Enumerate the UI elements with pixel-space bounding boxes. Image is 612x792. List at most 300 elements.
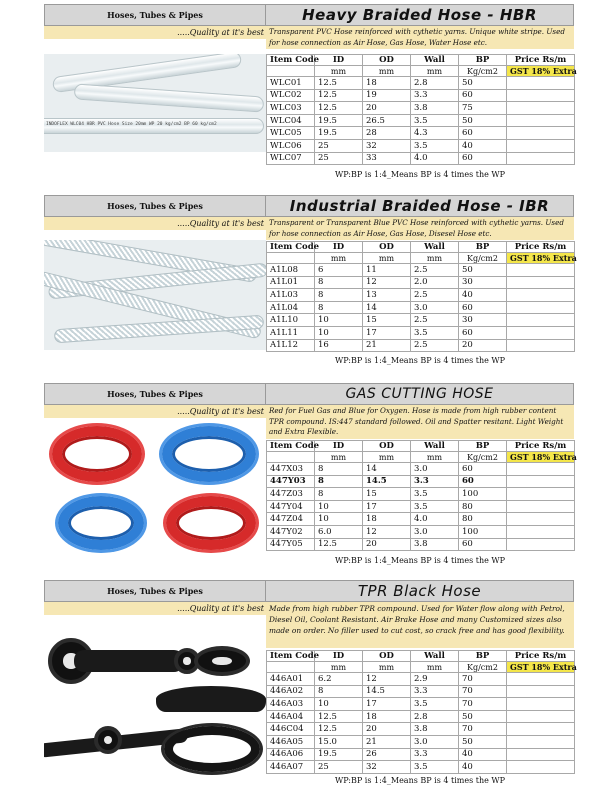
cell-code: WLC07 xyxy=(267,152,315,165)
category-label: Hoses, Tubes & Pipes xyxy=(44,383,266,405)
cell-od: 33 xyxy=(363,152,411,165)
red-coil-hose-illustration xyxy=(166,496,256,550)
table-row xyxy=(267,685,575,698)
table-row xyxy=(267,500,575,513)
cell-od: 11 xyxy=(363,264,411,277)
wp-bp-note: WP:BP is 1:4_Means BP is 4 times the WP xyxy=(334,776,506,785)
cell-code: A1L10 xyxy=(267,314,315,327)
header-id: ID xyxy=(315,242,363,253)
cell-code: 447X03 xyxy=(267,463,315,476)
cell-id: 12.5 xyxy=(315,538,363,551)
unit-od: mm xyxy=(363,452,411,463)
spec-table xyxy=(266,440,575,551)
header-bp: BP xyxy=(459,55,507,66)
table-header-row xyxy=(267,651,575,662)
cell-price xyxy=(507,152,575,165)
cell-wall: 3.8 xyxy=(411,102,459,115)
unit-bp: Kg/cm2 xyxy=(459,66,507,77)
section-title: TPR Black Hose xyxy=(266,580,574,602)
unit-id: mm xyxy=(315,452,363,463)
cell-id: 6.0 xyxy=(315,525,363,538)
header-od: OD xyxy=(363,441,411,452)
cell-wall: 3.0 xyxy=(411,525,459,538)
table-row xyxy=(267,698,575,711)
cell-price xyxy=(507,89,575,102)
cell-bp: 50 xyxy=(459,735,507,748)
cell-id: 8 xyxy=(315,289,363,302)
cell-bp: 80 xyxy=(459,500,507,513)
header-bp: BP xyxy=(459,441,507,452)
product-photo-tpr-hose xyxy=(44,628,266,778)
cell-id: 8 xyxy=(315,475,363,488)
cell-bp: 70 xyxy=(459,698,507,711)
cell-code: 447Z04 xyxy=(267,513,315,526)
cell-id: 6.2 xyxy=(315,673,363,686)
table-row xyxy=(267,314,575,327)
table-units-row xyxy=(267,253,575,264)
cell-price xyxy=(507,748,575,761)
cell-bp: 30 xyxy=(459,276,507,289)
section-description: Transparent PVC Hose reinforced with cythetic yarns. Unique white stripe. Used for hose connection as Air Hose, Gas Hose, Water Hose etc. xyxy=(266,26,574,49)
section-header xyxy=(44,195,574,217)
header-od: OD xyxy=(363,651,411,662)
cell-wall: 2.5 xyxy=(411,314,459,327)
table-row xyxy=(267,673,575,686)
section-header xyxy=(44,383,574,405)
cell-bp: 100 xyxy=(459,525,507,538)
cell-code: 446A05 xyxy=(267,735,315,748)
cell-wall: 2.0 xyxy=(411,276,459,289)
cell-price xyxy=(507,339,575,352)
section-ibr xyxy=(44,195,577,367)
spec-table xyxy=(266,650,575,774)
cell-code: WLC04 xyxy=(267,114,315,127)
cell-bp: 70 xyxy=(459,685,507,698)
cell-od: 20 xyxy=(363,102,411,115)
header-price: Price Rs/m xyxy=(507,242,575,253)
header-od: OD xyxy=(363,242,411,253)
cell-bp: 60 xyxy=(459,538,507,551)
cell-id: 10 xyxy=(315,314,363,327)
section-hbr xyxy=(44,4,577,182)
unit-item-code xyxy=(267,452,315,463)
header-id: ID xyxy=(315,651,363,662)
cell-wall: 3.3 xyxy=(411,685,459,698)
table-row xyxy=(267,301,575,314)
cell-id: 12.5 xyxy=(315,77,363,90)
cell-bp: 70 xyxy=(459,673,507,686)
cell-wall: 2.8 xyxy=(411,77,459,90)
cell-price xyxy=(507,289,575,302)
cell-code: 446A01 xyxy=(267,673,315,686)
table-row xyxy=(267,538,575,551)
cell-od: 26 xyxy=(363,748,411,761)
cell-price xyxy=(507,77,575,90)
quality-tagline: .....Quality at it's best xyxy=(44,602,266,615)
cell-bp: 75 xyxy=(459,102,507,115)
cell-price xyxy=(507,500,575,513)
unit-item-code xyxy=(267,66,315,77)
cell-id: 8 xyxy=(315,463,363,476)
cell-code: A1L12 xyxy=(267,339,315,352)
cell-wall: 3.5 xyxy=(411,488,459,501)
header-price: Price Rs/m xyxy=(507,55,575,66)
cell-bp: 50 xyxy=(459,114,507,127)
cell-code: A1L01 xyxy=(267,276,315,289)
cell-price xyxy=(507,761,575,774)
section-title: GAS CUTTING HOSE xyxy=(266,383,574,405)
cell-code: 446A04 xyxy=(267,710,315,723)
cell-od: 18 xyxy=(363,513,411,526)
table-row xyxy=(267,89,575,102)
cell-od: 18 xyxy=(363,77,411,90)
table-row xyxy=(267,326,575,339)
header-price: Price Rs/m xyxy=(507,441,575,452)
cell-od: 32 xyxy=(363,761,411,774)
cell-wall: 3.3 xyxy=(411,748,459,761)
cell-od: 14.5 xyxy=(363,685,411,698)
header-id: ID xyxy=(315,441,363,452)
cell-wall: 3.8 xyxy=(411,723,459,736)
cell-id: 8 xyxy=(315,488,363,501)
table-units-row xyxy=(267,662,575,673)
category-label: Hoses, Tubes & Pipes xyxy=(44,195,266,217)
cell-price xyxy=(507,710,575,723)
unit-bp: Kg/cm2 xyxy=(459,253,507,264)
hose-print-text: INDOFLEX WLC04 HBR PVC Hose Size 20mm WP 20 kg/cm2 BP 60 kg/cm2 xyxy=(46,122,217,127)
cell-id: 19.5 xyxy=(315,114,363,127)
cell-id: 25 xyxy=(315,139,363,152)
cell-wall: 3.3 xyxy=(411,89,459,102)
cell-id: 12.5 xyxy=(315,102,363,115)
blue-coil-hose-illustration xyxy=(58,496,144,550)
unit-item-code xyxy=(267,253,315,264)
section-description: Made from high rubber TPR compound. Used for Water flow along with Petrol, Diesel Oil, Coolant Resistant. Air Brake Hose and many Customized sizes also made on order. No filler used to cut cost, so crack free and has good flexibility. xyxy=(266,602,574,648)
cell-wall: 3.0 xyxy=(411,301,459,314)
header-id: ID xyxy=(315,55,363,66)
header-od: OD xyxy=(363,55,411,66)
table-header-row xyxy=(267,55,575,66)
unit-id: mm xyxy=(315,66,363,77)
cell-bp: 50 xyxy=(459,710,507,723)
cell-od: 15 xyxy=(363,488,411,501)
cell-wall: 2.8 xyxy=(411,710,459,723)
cell-id: 25 xyxy=(315,761,363,774)
cell-wall: 2.9 xyxy=(411,673,459,686)
cell-bp: 60 xyxy=(459,301,507,314)
cell-code: 446A02 xyxy=(267,685,315,698)
unit-id: mm xyxy=(315,662,363,673)
cell-id: 12.5 xyxy=(315,723,363,736)
header-item-code: Item Code xyxy=(267,651,315,662)
header-wall: Wall xyxy=(411,651,459,662)
cell-od: 14 xyxy=(363,301,411,314)
table-row xyxy=(267,761,575,774)
cell-wall: 3.5 xyxy=(411,500,459,513)
cell-code: 447Z03 xyxy=(267,488,315,501)
header-wall: Wall xyxy=(411,441,459,452)
cell-id: 12.5 xyxy=(315,710,363,723)
cell-code: WLC01 xyxy=(267,77,315,90)
unit-bp: Kg/cm2 xyxy=(459,452,507,463)
cell-price xyxy=(507,276,575,289)
table-row xyxy=(267,289,575,302)
cell-bp: 100 xyxy=(459,488,507,501)
cell-price xyxy=(507,314,575,327)
cell-wall: 2.5 xyxy=(411,339,459,352)
cell-code: WLC03 xyxy=(267,102,315,115)
cell-bp: 60 xyxy=(459,463,507,476)
table-row xyxy=(267,114,575,127)
table-row xyxy=(267,152,575,165)
cell-price xyxy=(507,685,575,698)
cell-wall: 3.0 xyxy=(411,463,459,476)
cell-bp: 60 xyxy=(459,326,507,339)
cell-price xyxy=(507,538,575,551)
cell-wall: 4.0 xyxy=(411,513,459,526)
cell-wall: 3.3 xyxy=(411,475,459,488)
cell-bp: 50 xyxy=(459,77,507,90)
cell-code: 446A06 xyxy=(267,748,315,761)
product-photo-ibr xyxy=(44,240,266,350)
cell-od: 20 xyxy=(363,723,411,736)
cell-bp: 70 xyxy=(459,723,507,736)
cell-id: 19.5 xyxy=(315,748,363,761)
header-price: Price Rs/m xyxy=(507,651,575,662)
cell-wall: 4.0 xyxy=(411,152,459,165)
cell-od: 17 xyxy=(363,326,411,339)
unit-wall: mm xyxy=(411,66,459,77)
wp-bp-note: WP:BP is 1:4_Means BP is 4 times the WP xyxy=(334,170,506,179)
cell-id: 6 xyxy=(315,264,363,277)
gst-badge: GST 18% Extra xyxy=(507,452,575,463)
cell-code: A1L11 xyxy=(267,326,315,339)
hose-cross-section-illustration xyxy=(94,726,122,754)
cell-id: 16 xyxy=(315,339,363,352)
gst-badge: GST 18% Extra xyxy=(507,66,575,77)
cell-price xyxy=(507,301,575,314)
black-hose-illustration xyxy=(74,650,184,672)
unit-wall: mm xyxy=(411,452,459,463)
section-header xyxy=(44,4,574,26)
cell-od: 21 xyxy=(363,735,411,748)
section-title: Industrial Braided Hose - IBR xyxy=(266,195,574,217)
cell-bp: 20 xyxy=(459,339,507,352)
quality-tagline: .....Quality at it's best xyxy=(44,26,266,39)
cell-price xyxy=(507,698,575,711)
cell-price xyxy=(507,673,575,686)
table-units-row xyxy=(267,66,575,77)
cell-bp: 60 xyxy=(459,152,507,165)
header-bp: BP xyxy=(459,242,507,253)
header-item-code: Item Code xyxy=(267,441,315,452)
blue-coil-hose-illustration xyxy=(162,426,256,482)
cell-code: 446A03 xyxy=(267,698,315,711)
cell-code: 447Y04 xyxy=(267,500,315,513)
cell-price xyxy=(507,114,575,127)
cell-wall: 3.5 xyxy=(411,114,459,127)
table-row xyxy=(267,102,575,115)
cell-wall: 3.8 xyxy=(411,538,459,551)
section-title: Heavy Braided Hose - HBR xyxy=(266,4,574,26)
cell-id: 8 xyxy=(315,301,363,314)
unit-wall: mm xyxy=(411,253,459,264)
cell-bp: 50 xyxy=(459,264,507,277)
cell-code: 447Y03 xyxy=(267,475,315,488)
cell-id: 8 xyxy=(315,685,363,698)
red-coil-hose-illustration xyxy=(52,426,142,482)
cell-od: 14.5 xyxy=(363,475,411,488)
cell-od: 28 xyxy=(363,127,411,140)
cell-id: 15.0 xyxy=(315,735,363,748)
cell-price xyxy=(507,463,575,476)
cell-bp: 60 xyxy=(459,89,507,102)
cell-code: 446C04 xyxy=(267,723,315,736)
cell-id: 10 xyxy=(315,698,363,711)
quality-tagline: .....Quality at it's best xyxy=(44,405,266,418)
braided-hose-illustration xyxy=(54,315,264,344)
quality-tagline: .....Quality at it's best xyxy=(44,217,266,230)
cell-wall: 3.5 xyxy=(411,698,459,711)
cell-od: 18 xyxy=(363,710,411,723)
table-row xyxy=(267,525,575,538)
section-header xyxy=(44,580,574,602)
table-header-row xyxy=(267,242,575,253)
category-label: Hoses, Tubes & Pipes xyxy=(44,4,266,26)
cell-od: 32 xyxy=(363,139,411,152)
table-row xyxy=(267,264,575,277)
cell-code: 446A07 xyxy=(267,761,315,774)
hose-cross-section-illustration xyxy=(194,646,250,676)
cell-id: 10 xyxy=(315,500,363,513)
table-row xyxy=(267,723,575,736)
table-row xyxy=(267,748,575,761)
hose-tube-illustration xyxy=(74,83,265,112)
cell-price xyxy=(507,513,575,526)
cell-code: WLC02 xyxy=(267,89,315,102)
section-gas-cutting xyxy=(44,383,577,568)
unit-bp: Kg/cm2 xyxy=(459,662,507,673)
cell-od: 17 xyxy=(363,500,411,513)
cell-code: 447Y02 xyxy=(267,525,315,538)
unit-item-code xyxy=(267,662,315,673)
category-label: Hoses, Tubes & Pipes xyxy=(44,580,266,602)
product-photo-hbr xyxy=(44,54,266,152)
cell-bp: 60 xyxy=(459,127,507,140)
table-row xyxy=(267,710,575,723)
table-row xyxy=(267,77,575,90)
cell-od: 12 xyxy=(363,276,411,289)
cell-wall: 2.5 xyxy=(411,264,459,277)
header-bp: BP xyxy=(459,651,507,662)
spec-table xyxy=(266,241,575,352)
cell-code: 447Y05 xyxy=(267,538,315,551)
cell-code: A1L03 xyxy=(267,289,315,302)
unit-wall: mm xyxy=(411,662,459,673)
product-photo-gas-hose xyxy=(44,418,266,558)
cell-price xyxy=(507,723,575,736)
cell-code: A1L04 xyxy=(267,301,315,314)
cell-id: 10 xyxy=(315,513,363,526)
cell-price xyxy=(507,264,575,277)
cell-id: 25 xyxy=(315,152,363,165)
cell-bp: 40 xyxy=(459,748,507,761)
cell-wall: 3.5 xyxy=(411,139,459,152)
gst-badge: GST 18% Extra xyxy=(507,253,575,264)
black-hose-illustration xyxy=(156,686,266,712)
cell-price xyxy=(507,735,575,748)
cell-bp: 40 xyxy=(459,289,507,302)
cell-wall: 4.3 xyxy=(411,127,459,140)
section-tpr-black xyxy=(44,580,577,790)
cell-od: 17 xyxy=(363,698,411,711)
table-row xyxy=(267,127,575,140)
unit-id: mm xyxy=(315,253,363,264)
table-header-row xyxy=(267,441,575,452)
header-item-code: Item Code xyxy=(267,55,315,66)
cell-id: 12.5 xyxy=(315,89,363,102)
cell-bp: 60 xyxy=(459,475,507,488)
cell-wall: 3.5 xyxy=(411,326,459,339)
cell-od: 12 xyxy=(363,525,411,538)
cell-id: 10 xyxy=(315,326,363,339)
cell-wall: 3.5 xyxy=(411,761,459,774)
table-row xyxy=(267,463,575,476)
header-wall: Wall xyxy=(411,242,459,253)
header-wall: Wall xyxy=(411,55,459,66)
cell-od: 26.5 xyxy=(363,114,411,127)
table-units-row xyxy=(267,452,575,463)
cell-price xyxy=(507,488,575,501)
cell-od: 19 xyxy=(363,89,411,102)
cell-code: WLC06 xyxy=(267,139,315,152)
table-row xyxy=(267,735,575,748)
cell-wall: 3.0 xyxy=(411,735,459,748)
table-row xyxy=(267,488,575,501)
spec-table xyxy=(266,54,575,165)
cell-price xyxy=(507,326,575,339)
table-row xyxy=(267,475,575,488)
section-description: Red for Fuel Gas and Blue for Oxygen. Hose is made from high rubber content TPR compound. IS:447 standard followed. Oil and Spatter resitant. Light Weight and Extra Flexible. xyxy=(266,405,574,439)
unit-od: mm xyxy=(363,66,411,77)
cell-bp: 80 xyxy=(459,513,507,526)
cell-od: 21 xyxy=(363,339,411,352)
cell-code: WLC05 xyxy=(267,127,315,140)
cell-bp: 40 xyxy=(459,139,507,152)
cell-code: A1L08 xyxy=(267,264,315,277)
gst-badge: GST 18% Extra xyxy=(507,662,575,673)
table-row xyxy=(267,139,575,152)
cell-od: 20 xyxy=(363,538,411,551)
black-coil-hose-illustration xyxy=(164,726,260,772)
cell-price xyxy=(507,475,575,488)
wp-bp-note: WP:BP is 1:4_Means BP is 4 times the WP xyxy=(334,356,506,365)
unit-od: mm xyxy=(363,253,411,264)
cell-bp: 40 xyxy=(459,761,507,774)
unit-od: mm xyxy=(363,662,411,673)
cell-id: 19.5 xyxy=(315,127,363,140)
cell-wall: 2.5 xyxy=(411,289,459,302)
table-row xyxy=(267,276,575,289)
cell-od: 14 xyxy=(363,463,411,476)
cell-price xyxy=(507,525,575,538)
cell-price xyxy=(507,102,575,115)
cell-od: 13 xyxy=(363,289,411,302)
cell-od: 15 xyxy=(363,314,411,327)
cell-id: 8 xyxy=(315,276,363,289)
table-row xyxy=(267,339,575,352)
cell-bp: 30 xyxy=(459,314,507,327)
